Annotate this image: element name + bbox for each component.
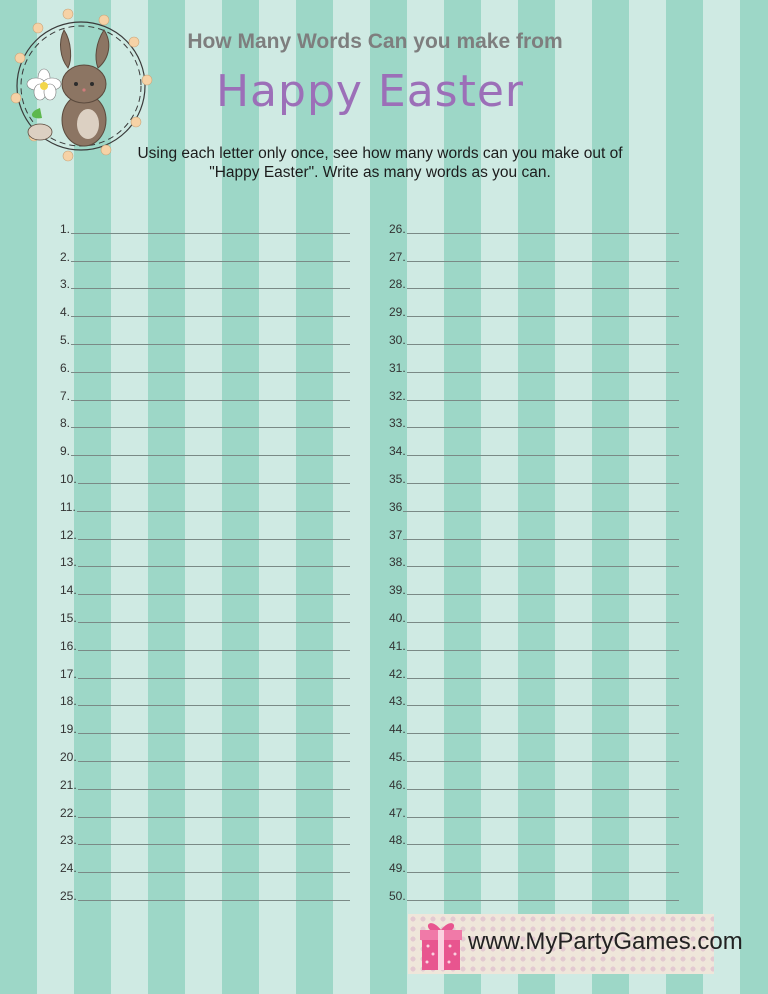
writing-rule[interactable]	[78, 539, 350, 540]
answer-line-number: 31.	[389, 360, 406, 375]
writing-rule[interactable]	[78, 650, 350, 651]
writing-rule[interactable]	[78, 900, 350, 901]
answer-column-left	[60, 208, 350, 903]
answer-line-number: 18.	[60, 694, 77, 709]
answer-line-number: 13.	[60, 555, 77, 570]
answer-line-number: 43.	[389, 694, 406, 709]
answer-line[interactable]	[60, 403, 350, 431]
answer-line[interactable]	[60, 458, 350, 486]
answer-line[interactable]	[389, 542, 679, 570]
answer-line-number: 44.	[389, 722, 406, 737]
answer-line-number: 30.	[389, 332, 406, 347]
answer-line[interactable]	[389, 208, 679, 236]
answer-line[interactable]	[389, 597, 679, 625]
answer-line[interactable]	[60, 542, 350, 570]
writing-rule[interactable]	[78, 566, 350, 567]
answer-line-number: 36	[389, 499, 403, 514]
writing-rule[interactable]	[78, 761, 350, 762]
answer-line-number: 26.	[389, 221, 406, 236]
website-banner	[408, 914, 743, 974]
answer-line-number: 45.	[389, 749, 406, 764]
writing-rule[interactable]	[71, 261, 350, 262]
answer-line[interactable]	[60, 486, 350, 514]
answer-line-number: 39.	[389, 583, 406, 598]
writing-rule[interactable]	[407, 233, 679, 234]
writing-rule[interactable]	[78, 733, 350, 734]
page-title: Happy Easter	[215, 66, 525, 117]
answer-line[interactable]	[389, 764, 679, 792]
answer-line[interactable]	[389, 625, 679, 653]
answer-line-number: 17.	[60, 666, 77, 681]
answer-line-number: 10.	[60, 471, 77, 486]
answer-line[interactable]	[60, 820, 350, 848]
writing-rule[interactable]	[78, 678, 350, 679]
writing-rule[interactable]	[407, 844, 679, 845]
gift-box-icon	[418, 918, 464, 977]
answer-line-number: 16.	[60, 638, 77, 653]
answer-line-number: 20.	[60, 749, 77, 764]
writing-rule[interactable]	[407, 261, 679, 262]
writing-rule[interactable]	[407, 594, 679, 595]
answer-line-number: 48.	[389, 833, 406, 848]
answer-line[interactable]	[389, 236, 679, 264]
writing-rule[interactable]	[78, 483, 350, 484]
answer-line-number: 24.	[60, 861, 77, 876]
writing-rule[interactable]	[78, 844, 350, 845]
answer-line[interactable]	[60, 208, 350, 236]
answer-line-number: 4.	[60, 305, 71, 320]
answer-line-number: 41.	[389, 638, 406, 653]
answer-line-number: 19.	[60, 722, 77, 737]
answer-line-number: 14.	[60, 583, 77, 598]
answer-line-number: 29.	[389, 305, 406, 320]
answer-line-number: 12.	[60, 527, 77, 542]
answer-line[interactable]	[60, 291, 350, 319]
writing-rule[interactable]	[71, 233, 350, 234]
answer-line[interactable]	[60, 347, 350, 375]
answer-line[interactable]	[389, 514, 679, 542]
answer-line[interactable]	[60, 681, 350, 709]
writing-rule[interactable]	[407, 650, 679, 651]
answer-line-number: 5.	[60, 332, 71, 347]
answer-line[interactable]	[60, 375, 350, 403]
answer-line-number: 1.	[60, 221, 71, 236]
answer-line-number: 8.	[60, 416, 71, 431]
answer-line-number: 38.	[389, 555, 406, 570]
writing-rule[interactable]	[407, 705, 679, 706]
answer-line[interactable]	[60, 875, 350, 903]
answer-line-number: 46.	[389, 777, 406, 792]
answer-line-number: 47.	[389, 805, 406, 820]
answer-line-number: 2.	[60, 249, 71, 264]
answer-line[interactable]	[60, 653, 350, 681]
answer-line-number: 11.	[60, 499, 76, 514]
answer-line[interactable]	[60, 847, 350, 875]
answer-line[interactable]	[60, 319, 350, 347]
answer-line[interactable]	[389, 291, 679, 319]
answer-line-number: 32.	[389, 388, 406, 403]
instructions-line-2: "Happy Easter". Write as many words as you can.	[209, 164, 551, 181]
answer-line[interactable]	[60, 764, 350, 792]
instructions	[100, 144, 660, 182]
writing-rule[interactable]	[71, 316, 350, 317]
answer-line-number: 23.	[60, 833, 77, 848]
answer-line[interactable]	[389, 820, 679, 848]
writing-rule[interactable]	[407, 316, 679, 317]
writing-rule[interactable]	[78, 872, 350, 873]
answer-line-number: 25.	[60, 888, 77, 903]
writing-rule[interactable]	[71, 288, 350, 289]
answer-line[interactable]	[389, 708, 679, 736]
answer-line[interactable]	[389, 486, 679, 514]
writing-rule[interactable]	[407, 817, 679, 818]
answer-line[interactable]	[389, 458, 679, 486]
writing-rule[interactable]	[78, 594, 350, 595]
answer-line[interactable]	[389, 403, 679, 431]
writing-rule[interactable]	[407, 900, 679, 901]
answer-line[interactable]	[389, 347, 679, 375]
answer-line[interactable]	[60, 569, 350, 597]
answer-line[interactable]	[389, 681, 679, 709]
writing-rule[interactable]	[407, 372, 679, 373]
answer-line[interactable]	[60, 708, 350, 736]
answer-line[interactable]	[60, 597, 350, 625]
answer-column-right	[389, 208, 679, 903]
writing-rule[interactable]	[407, 483, 679, 484]
writing-rule[interactable]	[407, 400, 679, 401]
writing-rule[interactable]	[407, 622, 679, 623]
answer-line[interactable]	[389, 875, 679, 903]
answer-line[interactable]	[389, 569, 679, 597]
writing-rule[interactable]	[71, 400, 350, 401]
answer-line-number: 6.	[60, 360, 71, 375]
answer-line[interactable]	[389, 264, 679, 292]
writing-rule[interactable]	[71, 455, 350, 456]
answer-line[interactable]	[60, 430, 350, 458]
bunny-wreath-icon	[8, 8, 154, 164]
answer-line-number: 33.	[389, 416, 406, 431]
answer-line[interactable]	[389, 319, 679, 347]
answer-line-number: 22.	[60, 805, 77, 820]
website-url: www.MyPartyGames.com	[468, 928, 743, 955]
writing-rule[interactable]	[78, 705, 350, 706]
answer-line[interactable]	[60, 264, 350, 292]
answer-line[interactable]	[389, 430, 679, 458]
answer-line-number: 42.	[389, 666, 406, 681]
answer-line-number: 35.	[389, 471, 406, 486]
writing-rule[interactable]	[407, 566, 679, 567]
writing-rule[interactable]	[407, 761, 679, 762]
answer-line[interactable]	[389, 847, 679, 875]
writing-rule[interactable]	[71, 372, 350, 373]
answer-line[interactable]	[60, 792, 350, 820]
instructions-line-1: Using each letter only once, see how many words can you make out of	[137, 145, 623, 162]
answer-line-number: 50.	[389, 888, 406, 903]
writing-rule[interactable]	[407, 789, 679, 790]
writing-rule[interactable]	[407, 872, 679, 873]
answer-line-number: 9.	[60, 444, 71, 459]
answer-line-number: 21.	[60, 777, 77, 792]
page-subtitle: How Many Words Can you make from	[187, 30, 563, 53]
answer-line-number: 15.	[60, 610, 77, 625]
answer-line[interactable]	[389, 792, 679, 820]
writing-rule[interactable]	[78, 817, 350, 818]
answer-line-number: 28.	[389, 277, 406, 292]
answer-line-number: 7.	[60, 388, 71, 403]
writing-rule[interactable]	[77, 511, 350, 512]
answer-line[interactable]	[60, 236, 350, 264]
writing-rule[interactable]	[403, 539, 679, 540]
writing-rule[interactable]	[403, 511, 679, 512]
answer-line[interactable]	[389, 736, 679, 764]
answer-line-number: 40.	[389, 610, 406, 625]
writing-rule[interactable]	[407, 344, 679, 345]
writing-rule[interactable]	[78, 622, 350, 623]
writing-rule[interactable]	[78, 789, 350, 790]
answer-line[interactable]	[60, 514, 350, 542]
writing-rule[interactable]	[407, 678, 679, 679]
answer-line[interactable]	[60, 736, 350, 764]
answer-line-number: 37	[389, 527, 403, 542]
answer-line-number: 34.	[389, 444, 406, 459]
answer-line-number: 3.	[60, 277, 71, 292]
answer-line[interactable]	[389, 653, 679, 681]
writing-rule[interactable]	[407, 288, 679, 289]
answer-line-number: 49.	[389, 861, 406, 876]
answer-line[interactable]	[389, 375, 679, 403]
writing-rule[interactable]	[407, 733, 679, 734]
answer-line[interactable]	[60, 625, 350, 653]
writing-rule[interactable]	[71, 427, 350, 428]
answer-line-number: 27.	[389, 249, 406, 264]
writing-rule[interactable]	[407, 427, 679, 428]
writing-rule[interactable]	[71, 344, 350, 345]
writing-rule[interactable]	[407, 455, 679, 456]
